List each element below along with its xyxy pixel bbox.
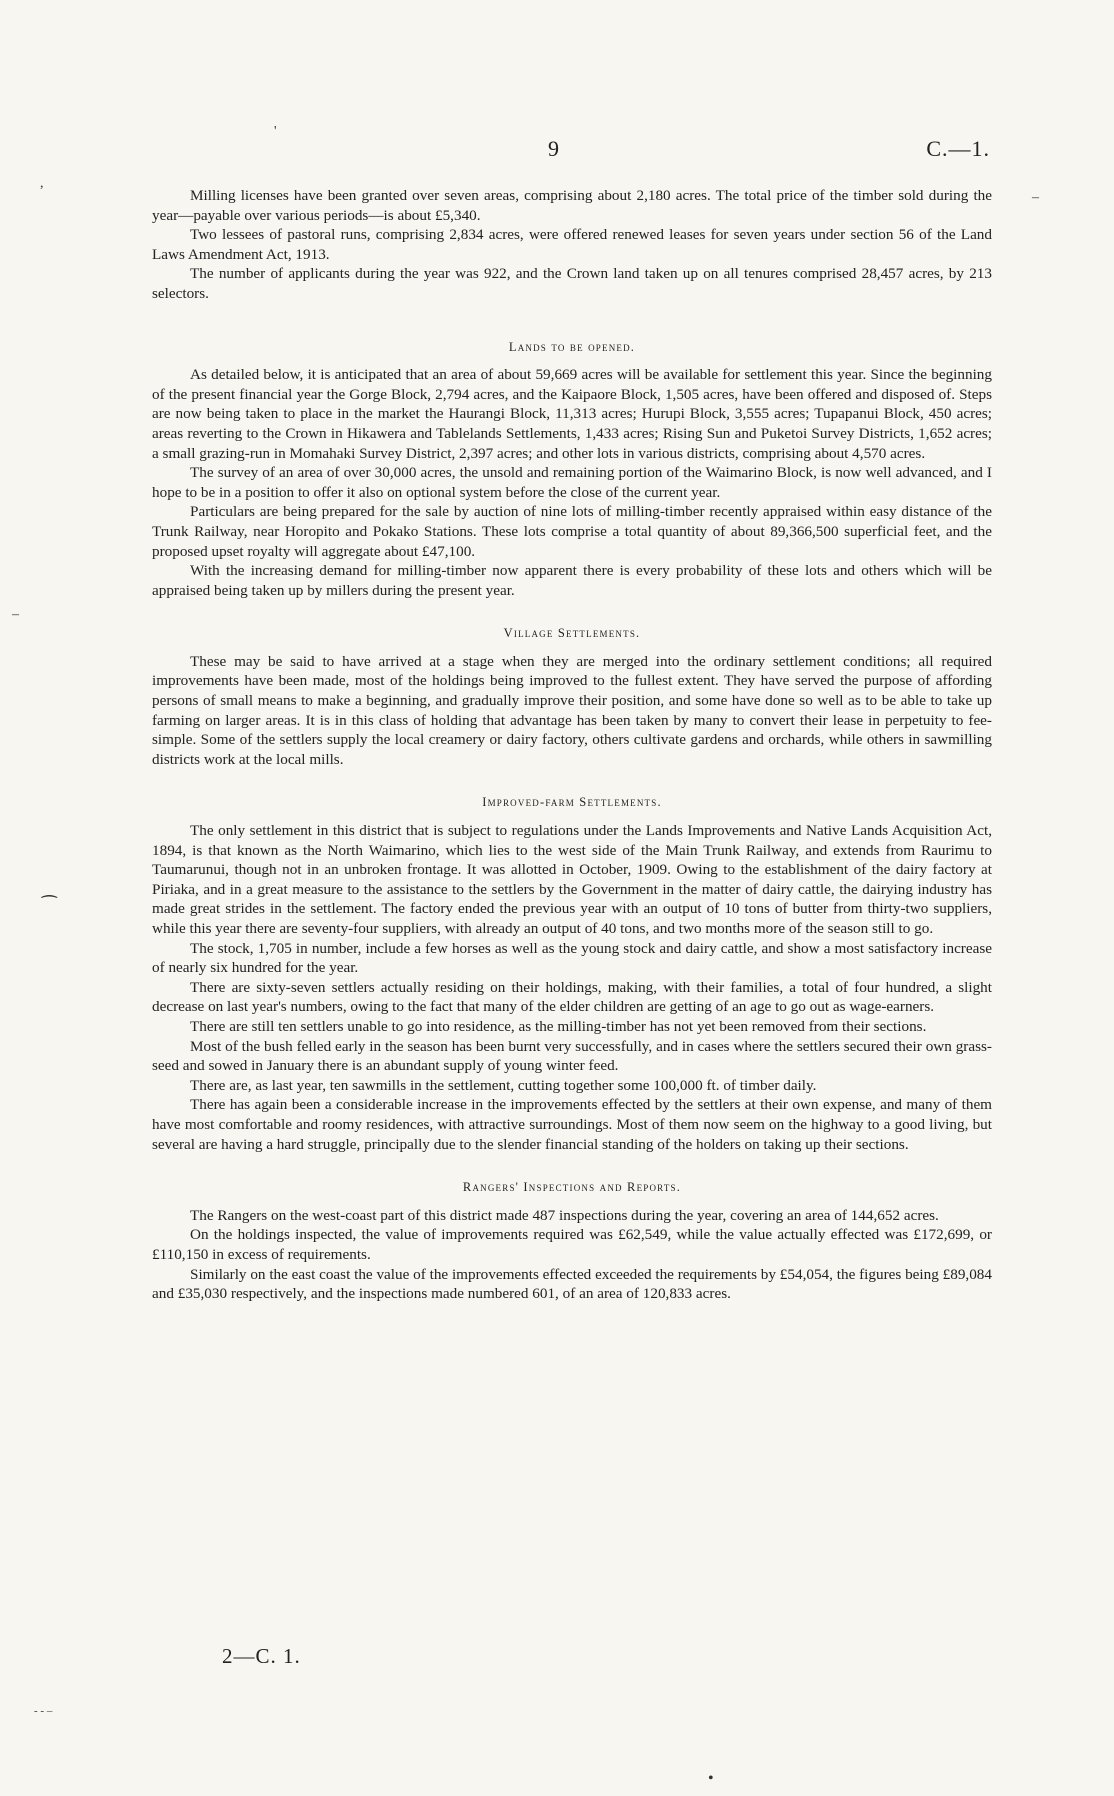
- paragraph: With the increasing demand for milling-timber now apparent there is every probability of these lots and others which will be appraised being taken up by millers during the present year.: [152, 562, 992, 599]
- section-heading-improved-farm-settlements: Improved-farm Settlements.: [482, 795, 662, 810]
- document-body: [152, 186, 992, 1304]
- document-reference: C.—1.: [926, 136, 990, 161]
- paragraph: Most of the bush felled early in the season has been burnt very successfully, and in cases where the settlers secured their own grass-seed and sowed in January there is an abundant supply of young winter feed.: [152, 1037, 992, 1075]
- scan-mark: –: [12, 607, 19, 622]
- paragraph: As detailed below, it is anticipated that an area of about 59,669 acres will be available for settlement this year. Since the beginning of the present financial year the Gorge Block, 2,794 acres, and the Kaipaore Block, 1,505 acres, have been offered and disposed of. Steps are now being taken to place in the market the Haurangi Block, 11,313 acres; Hurupi Block, 3,555 acres; Tupapanui Block, 450 acres; areas reverting to the Crown in Hikawera and Tablelands Settlements, 1,433 acres; Rising Sun and Puketoi Survey Districts, 1,652 acres; a small grazing-run in Momahaki Survey District, 2,397 acres; and other lots in various districts, comprising about 4,570 acres.: [152, 366, 992, 462]
- paragraph: Two lessees of pastoral runs, comprising 2,834 acres, were offered renewed leases for seven years under section 56 of the Land Laws Amendment Act, 1913.: [152, 226, 992, 263]
- scan-mark: –: [1032, 190, 1039, 205]
- paragraph: There has again been a considerable increase in the improvements effected by the settlers at their own expense, and many of them have most comfortable and roomy residences, with attractive surroundings. Most of them now seem on the highway to a good living, but several are having a hard struggle, principally due to the slender financial standing of the holders on taking up their sections.: [152, 1096, 992, 1153]
- paragraph: The Rangers on the west-coast part of this district made 487 inspections during the year, covering an area of 144,652 acres.: [190, 1206, 939, 1224]
- section-heading-lands-to-be-opened: Lands to be opened.: [508, 339, 636, 354]
- paragraph: There are sixty-seven settlers actually residing on their holdings, making, with their families, a total of four hundred, a slight decrease on last year's numbers, owing to the fact that many of the elder children are getting of an age to go out as wage-earners.: [152, 978, 992, 1016]
- paragraph: There are still ten settlers unable to go into residence, as the milling-timber has not yet been removed from their sections.: [190, 1017, 927, 1035]
- paragraph: The only settlement in this district that is subject to regulations under the Lands Improvements and Native Lands Acquisition Act, 1894, is that known as the North Waimarino, which lies to the west side of the Main Trunk Railway, and extends from Raurimu to Taumarunui, though not in an unbroken frontage. It was allotted in October, 1909. Owing to the establishment of the dairy factory at Piriaka, and in a great measure to the assistance to the settlers by the Government in the matter of dairy cattle, the dairying industry has made great strides in the settlement. The factory ended the previous year with an output of 10 tons of butter from thirty-two suppliers, while this year there are seventy-four suppliers, with already an output of 40 tons, and two months more of the season still to go.: [152, 822, 992, 937]
- paragraph: On the holdings inspected, the value of improvements required was £62,549, while the value actually effected was £172,699, or £110,150 in excess of requirements.: [152, 1226, 992, 1263]
- scan-mark: ': [274, 124, 277, 139]
- section-heading-village-settlements: Village Settlements.: [503, 626, 641, 641]
- scan-mark: •: [708, 1770, 714, 1787]
- paragraph: These may be said to have arrived at a stage when they are merged into the ordinary settlement conditions; all required improvements have been made, most of the holdings being improved to the fullest extent. They have served the purpose of affording persons of small means to make a beginning, and gradually improve their position, and some have done so well as to be able to take up farming on larger areas. It is in this class of holding that advantage has been taken by many to convert their lease in perpetuity to fee-simple. Some of the settlers supply the local creamery or dairy factory, others cultivate gardens and orchards, while others in sawmilling districts work at the local mills.: [152, 652, 992, 768]
- page-header: [0, 136, 1114, 166]
- scan-mark: - - –: [34, 1705, 53, 1717]
- paragraph: The number of applicants during the year was 922, and the Crown land taken up on all tenures comprised 28,457 acres, by 213 selectors.: [152, 265, 992, 302]
- paragraph: The stock, 1,705 in number, include a few horses as well as the young stock and dairy cattle, and show a most satisfactory increase of nearly six hundred for the year.: [152, 939, 992, 977]
- paragraph: The survey of an area of over 30,000 acres, the unsold and remaining portion of the Waimarino Block, is now well advanced, and I hope to be in a position to offer it also on optional system before the close of the current year.: [152, 464, 992, 501]
- paragraph: There are, as last year, ten sawmills in the settlement, cutting together some 100,000 ft. of timber daily.: [190, 1076, 817, 1094]
- paragraph: Similarly on the east coast the value of the improvements effected exceeded the requirements by £54,054, the figures being £89,084 and £35,030 respectively, and the inspections made numbered 601, of an area of 120,833 acres.: [152, 1265, 992, 1303]
- scan-mark: ⁀: [42, 896, 57, 916]
- page-signature: 2—C. 1.: [222, 1644, 301, 1668]
- scan-mark: ,: [40, 176, 44, 191]
- paragraph: Particulars are being prepared for the sale by auction of nine lots of milling-timber recently appraised within easy distance of the Trunk Railway, near Horopito and Pokako Stations. These lots comprise a total quantity of about 89,366,500 superficial feet, and the proposed upset royalty will aggregate about £47,100.: [152, 503, 992, 560]
- page-number: 9: [548, 136, 559, 161]
- paragraph: Milling licenses have been granted over seven areas, comprising about 2,180 acres. The total price of the timber sold during the year—payable over various periods—is about £5,340.: [152, 187, 992, 224]
- section-heading-rangers-inspections: Rangers' Inspections and Reports.: [462, 1180, 682, 1195]
